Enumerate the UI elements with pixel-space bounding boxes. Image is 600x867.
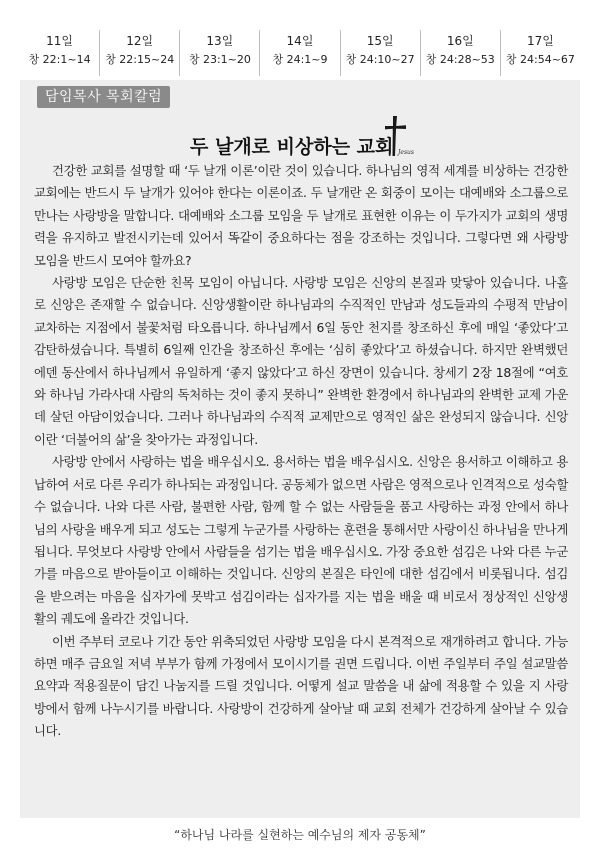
column-title: 두 날개로 비상하는 교회: [190, 136, 394, 158]
schedule-day: [20, 30, 100, 76]
schedule-reference: 창 24:10~27: [345, 53, 415, 66]
reading-schedule: [20, 30, 580, 76]
schedule-day: [341, 30, 421, 76]
church-motto: “하나님 나라를 실현하는 예수님의 제자 공동체”: [174, 828, 426, 842]
column-body: [34, 160, 568, 743]
schedule-day: [100, 30, 180, 76]
schedule-date: 17일: [526, 34, 554, 48]
schedule-day: [180, 30, 260, 76]
schedule-date: 15일: [366, 34, 394, 48]
pastor-column-panel: [20, 80, 580, 818]
column-badge: 담임목사 목회칼럼: [37, 86, 170, 108]
schedule-reference: 창 23:1~20: [188, 53, 251, 66]
column-paragraph: 사랑방 안에서 사랑하는 법을 배우십시오. 용서하는 법을 배우십시오. 신앙은 용서하고 이해하고 용납하여 서로 다른 우리가 하나되는 과정입니다. 공동체가 없으면 사람은 영적으로나 인격적으로 성숙할 수 없습니다. 나와 다른 사람, 불편한 사람, 함께 할 수 없는 사람들을 품고 사랑하는 과정 안에서 하나님의 사랑을 배우게 되고 성도는 그렇게 누군가를 사랑하는 훈련을 통해서만 사랑이신 하나님을 만나게 됩니다. 무엇보다 사랑방 안에서 사람들을 섬기는 법을 배우십시오. 가장 중요한 섬김은 나와 다른 누군가를 마음으로 받아들이고 이해하는 것입니다. 신앙의 본질은 타인에 대한 섬김에서 비롯됩니다. 섬김을 받으려는 마음을 십자가에 못박고 섬김이라는 십자가를 지는 법을 배울 때 비로서 정상적인 신앙생활의 궤도에 올라간 것입니다.: [34, 454, 568, 627]
column-paragraph: 사랑방 모임은 단순한 친목 모임이 아닙니다. 사랑방 모임은 신앙의 본질과 맞닿아 있습니다. 나홀로 신앙은 존재할 수 없습니다. 신앙생활이란 하나님과의 수직적인 만남과 성도들과의 수평적 만남이 교차하는 지점에서 불꽃처럼 타오릅니다. 하나님께서 6일 동안 천지를 창조하신 후에 매일 ‘좋았다’고 감탄하셨습니다. 특별히 6일째 인간을 창조하신 후에는 ‘심히 좋았다’고 하셨습니다. 하지만 완벽했던 에덴 동산에서 하나님께서 유일하게 ‘좋지 않았다’고 하신 장면이 있습니다. 창세기 2장 18절에 “여호와 하나님 가라사대 사람의 독처하는 것이 좋지 못하니” 완벽한 환경에서 하나님과의 완벽한 교제 가운데 살던 아담이었습니다. 그러나 하나님과의 수직적 교제만으로 영적인 삶은 완성되지 않습니다. 신앙이란 ‘더불어의 삶’을 찾아가는 과정입니다.: [34, 275, 568, 447]
schedule-day: [421, 30, 501, 76]
schedule-date: 16일: [446, 34, 474, 48]
schedule-reference: 창 22:15~24: [105, 53, 175, 66]
column-paragraph: 건강한 교회를 설명할 때 ‘두 날개 이론’이란 것이 있습니다. 하나님의 영적 세계를 비상하는 건강한 교회에는 반드시 두 날개가 있어야 한다는 이론이죠. 두 날개란 온 회중이 모이는 대예배와 소그룹으로 만나는 사랑방을 말합니다. 대예배와 소그룹 모임을 두 날개로 표현한 이유는 이 두가지가 교회의 생명력을 유지하고 발전시키는데 있어서 똑같이 중요하다는 점을 강조하는 것입니다. 그렇다면 왜 사랑방 모임을 반드시 모여야 할까요?: [34, 163, 568, 268]
schedule-date: 13일: [206, 34, 234, 48]
column-paragraph: 이번 주부터 코로나 기간 동안 위축되었던 사랑방 모임을 다시 본격적으로 재개하려고 합니다. 가능하면 매주 금요일 저녁 부부가 함께 가정에서 모이시기를 권면 드립니다. 이번 주일부터 주일 설교말씀 요약과 적용질문이 담긴 나눔지를 드릴 것입니다. 어떻게 설교 말씀을 내 삶에 적용할 수 있을 지 사랑방에서 함께 나누시기를 바랍니다. 사랑방이 건강하게 살아날 때 교회 전체가 건강하게 살아날 수 있습니다.: [34, 633, 568, 739]
schedule-reference: 창 24:28~53: [425, 53, 495, 66]
schedule-date: 12일: [126, 34, 154, 48]
schedule-date: 14일: [286, 34, 314, 48]
schedule-day: [260, 30, 340, 76]
schedule-reference: 창 22:1~14: [28, 53, 91, 66]
schedule-reference: 창 24:1~9: [272, 53, 328, 66]
schedule-day: [501, 30, 580, 76]
schedule-reference: 창 24:54~67: [505, 53, 575, 66]
schedule-date: 11일: [46, 34, 73, 48]
cross-logo-text: Jesus: [398, 149, 414, 156]
